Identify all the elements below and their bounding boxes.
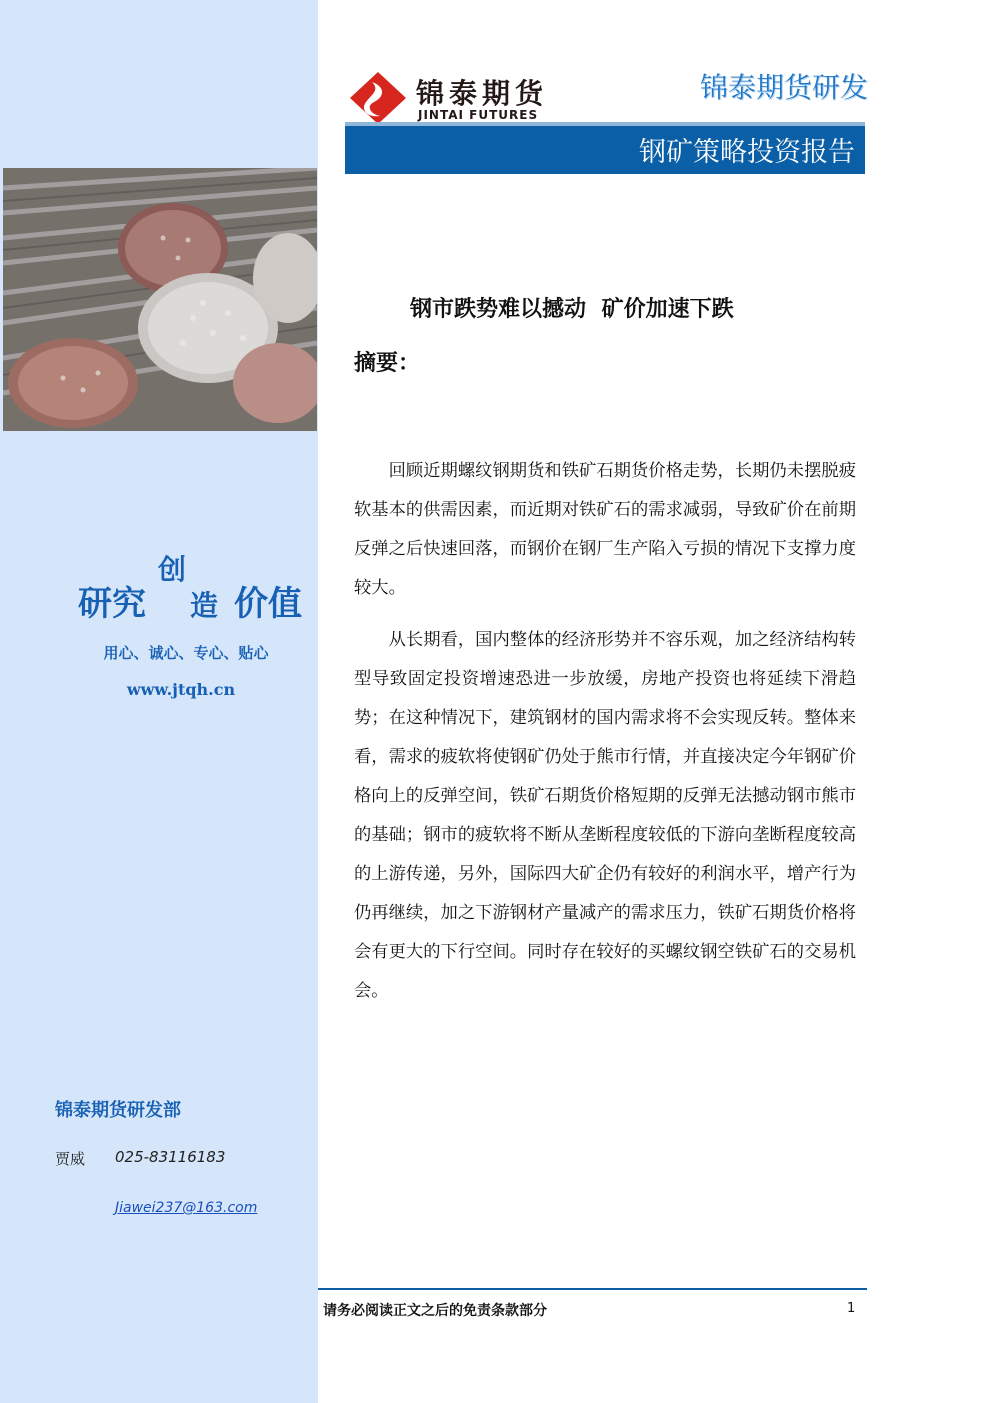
analyst-name: 贾威 <box>55 1150 86 1168</box>
logo-chinese-name: 锦泰期货 <box>416 77 549 110</box>
jintai-logo-icon <box>350 72 406 124</box>
page-number: 1 <box>847 1301 856 1316</box>
slogan-part-create: 创 <box>158 553 187 586</box>
summary-body <box>354 452 856 1024</box>
rebar-bundle-illustration <box>3 168 317 431</box>
report-title: 钢市跌势难以撼动 矿价加速下跌 <box>410 297 734 322</box>
analyst-phone: 025-83116183 <box>115 1148 226 1166</box>
company-motto: 用心、诚心、专心、贴心 <box>103 644 269 662</box>
report-type-label: 钢矿策略投资报告 <box>639 137 855 168</box>
header-brand-title: 锦泰期货研发 <box>700 71 869 104</box>
slogan <box>0 540 318 624</box>
banner-top-rule <box>345 122 865 126</box>
slogan-part-make: 造 <box>190 589 219 622</box>
summary-paragraph: 回顾近期螺纹钢期货和铁矿石期货价格走势，长期仍未摆脱疲软基本的供需因素，而近期对铁矿石的需求减弱，导致矿价在前期反弹之后快速回落，而钢价在钢厂生产陷入亏损的情况下支撑力度较大。 <box>354 461 856 598</box>
slogan-part-research: 研究 <box>78 584 146 624</box>
sidebar <box>0 0 318 1403</box>
analyst-email-link[interactable]: Jiawei237@163.com <box>115 1200 258 1216</box>
slogan-part-value: 价值 <box>234 584 302 624</box>
analyst-contact <box>55 1148 226 1169</box>
footer-disclaimer: 请务必阅读正文之后的免责条款部分 <box>323 1303 547 1319</box>
logo-english-name: JINTAI FUTURES <box>418 108 539 122</box>
steel-rebar-photo <box>3 168 317 431</box>
summary-heading: 摘要： <box>354 351 421 376</box>
department-name: 锦泰期货研发部 <box>55 1100 181 1121</box>
report-type-banner <box>345 122 865 174</box>
summary-paragraph: 从长期看，国内整体的经济形势并不容乐观，加之经济结构转型导致固定投资增速恐进一步放缓，房地产投资也将延续下滑趋势；在这种情况下，建筑钢材的国内需求将不会实现反转。整体来看，需求的疲软将使钢矿仍处于熊市行情，并直接决定今年钢矿价格向上的反弹空间，铁矿石期货价格短期的反弹无法撼动钢市熊市的基础；钢市的疲软将不断从垄断程度较低的下游向垄断程度较高的上游传递，另外，国际四大矿企仍有较好的利润水平，增产行为仍再继续，加之下游钢材产量减产的需求压力，铁矿石期货价格将会有更大的下行空间。同时存在较好的买螺纹钢空铁矿石的交易机会。 <box>354 630 856 1001</box>
website-link[interactable]: www.jtqh.cn <box>126 680 236 699</box>
footer-divider <box>318 1288 867 1290</box>
company-logo <box>350 70 570 126</box>
